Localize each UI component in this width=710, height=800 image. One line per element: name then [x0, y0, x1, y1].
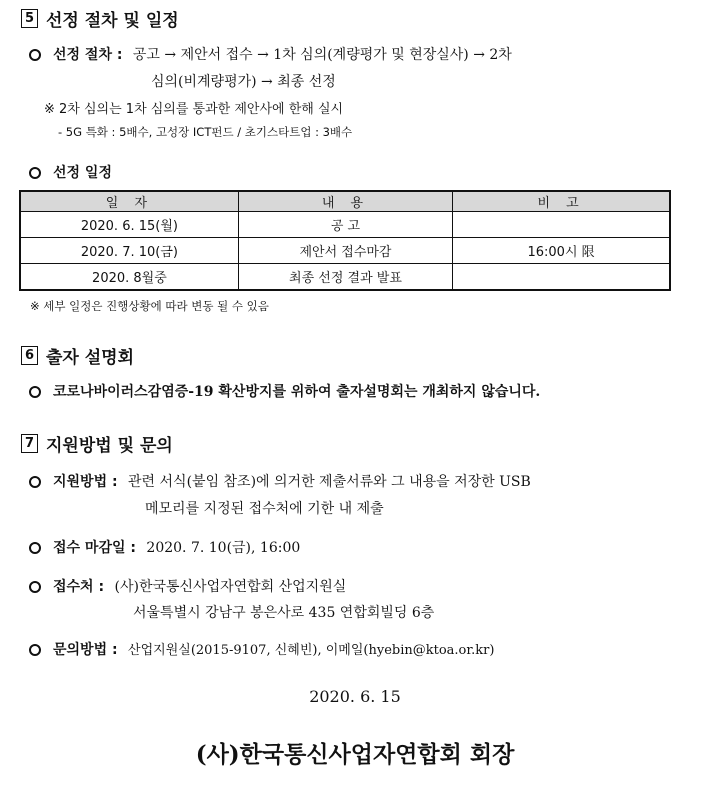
section-title: 선정 절차 및 일정	[46, 11, 179, 31]
table-header-date: 일 자	[20, 191, 238, 212]
table-cell: 16:00시 限	[453, 238, 670, 264]
contact-label: 문의방법 :	[53, 642, 118, 658]
section-5-heading	[21, 6, 179, 31]
place-text-1: (사)한국통신사업자연합회 산업지원실	[114, 579, 347, 595]
section-7-heading	[21, 431, 173, 456]
section-number-box: 7	[21, 434, 38, 453]
procedure-text-2: 심의(비계량평가) → 최종 선정	[151, 74, 336, 90]
section-6-heading	[21, 343, 134, 368]
section-title: 지원방법 및 문의	[46, 436, 173, 456]
table-row	[20, 264, 670, 291]
circle-bullet-icon	[29, 542, 41, 554]
schedule-heading	[29, 162, 112, 182]
circle-bullet-icon	[29, 644, 41, 656]
table-header-row	[20, 191, 670, 212]
circle-bullet-icon	[29, 167, 41, 179]
table-cell: 공 고	[238, 212, 452, 238]
method-text-2: 메모리를 지정된 접수처에 기한 내 제출	[145, 501, 384, 517]
circle-bullet-icon	[29, 581, 41, 593]
contact-value: 산업지원실(2015-9107, 신혜빈), 이메일(hyebin@ktoa.or.kr)	[128, 643, 495, 658]
table-row	[20, 212, 670, 238]
table-cell: 2020. 8월중	[20, 264, 238, 291]
multiple-note: - 5G 특화 : 5배수, 고성장 ICT펀드 / 초기스타트업 : 3배수	[58, 125, 353, 139]
method-text-1: 관련 서식(붙임 참조)에 의거한 제출서류와 그 내용을 저장한 USB	[128, 474, 531, 490]
circle-bullet-icon	[29, 49, 41, 61]
table-cell	[453, 264, 670, 291]
table-cell: 제안서 접수마감	[238, 238, 452, 264]
table-cell	[453, 212, 670, 238]
table-cell: 2020. 7. 10(금)	[20, 238, 238, 264]
method-line-1	[29, 471, 531, 491]
section-number-box: 6	[21, 346, 38, 365]
method-label: 지원방법 :	[53, 474, 118, 490]
table-cell: 최종 선정 결과 발표	[238, 264, 452, 291]
schedule-table	[19, 190, 671, 291]
place-text-2: 서울특별시 강남구 봉은사로 435 연합회빌딩 6층	[133, 605, 435, 621]
table-row	[20, 238, 670, 264]
procedure-note: ※ 2차 심의는 1차 심의를 통과한 제안사에 한해 실시	[44, 102, 344, 117]
table-cell: 2020. 6. 15(월)	[20, 212, 238, 238]
deadline-value: 2020. 7. 10(금), 16:00	[146, 540, 301, 556]
table-note: ※ 세부 일정은 진행상황에 따라 변동 될 수 있음	[30, 299, 269, 313]
place-label: 접수처 :	[53, 579, 105, 595]
circle-bullet-icon	[29, 476, 41, 488]
procedure-line-1	[29, 44, 512, 64]
table-header-remark: 비 고	[453, 191, 670, 212]
section-title: 출자 설명회	[46, 348, 135, 368]
procedure-text-1: 공고 → 제안서 접수 → 1차 심의(계량평가 및 현장실사) → 2차	[132, 47, 512, 63]
briefing-text: 코로나바이러스감염증-19 확산방지를 위하여 출자설명회는 개최하지 않습니다.	[53, 384, 541, 400]
section-number-box: 5	[21, 9, 38, 28]
deadline-line	[29, 537, 300, 557]
procedure-label: 선정 절차 :	[53, 47, 123, 63]
table-header-content: 내 용	[238, 191, 452, 212]
document-date: 2020. 6. 15	[309, 687, 401, 706]
schedule-label: 선정 일정	[53, 165, 112, 181]
contact-line	[29, 639, 494, 659]
briefing-line	[29, 381, 540, 401]
deadline-label: 접수 마감일 :	[53, 540, 136, 556]
signature-line: (사)한국통신사업자연합회 회장	[195, 741, 515, 768]
circle-bullet-icon	[29, 386, 41, 398]
place-line-1	[29, 576, 346, 596]
